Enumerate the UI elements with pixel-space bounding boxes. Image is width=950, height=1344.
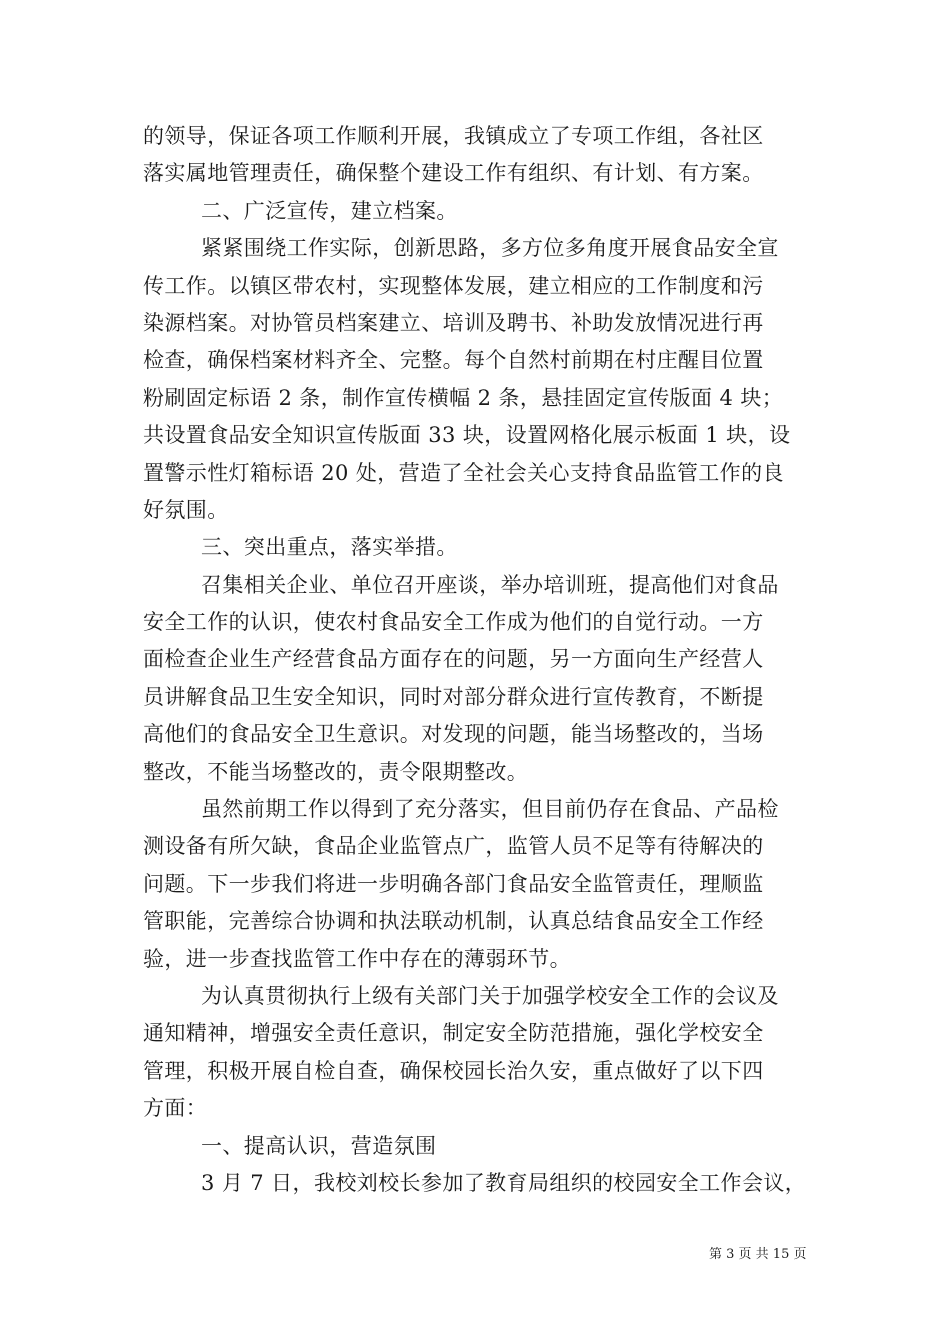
body-line: 传工作。以镇区带农村，实现整体发展，建立相应的工作制度和污: [143, 273, 764, 298]
body-line: 置警示性灯箱标语 20 处，营造了全社会关心支持食品监管工作的良: [143, 460, 784, 485]
body-line: 的领导，保证各项工作顺利开展，我镇成立了专项工作组，各社区: [143, 124, 764, 148]
body-line: 方面：: [143, 1096, 208, 1121]
body-line: 粉刷固定标语 2 条，制作宣传横幅 2 条，悬挂固定宣传版面 4 块；: [143, 385, 784, 410]
body-line: 员讲解食品卫生安全知识，同时对部分群众进行宣传教育，不断提: [143, 684, 764, 709]
paragraph-start: 紧紧围绕工作实际，创新思路，多方位多角度开展食品安全宣: [201, 236, 779, 261]
body-line: 检查，确保档案材料齐全、完整。每个自然村前期在村庄醒目位置: [143, 348, 764, 373]
body-line: 高他们的食品安全卫生意识。对发现的问题，能当场整改的，当场: [143, 722, 764, 747]
body-line: 测设备有所欠缺，食品企业监管点广，监管人员不足等有待解决的: [143, 834, 764, 859]
body-line: 好氛围。: [143, 497, 229, 522]
page-number: 第 3 页 共 15 页: [709, 1247, 807, 1262]
body-line: 验，进一步查找监管工作中存在的薄弱环节。: [143, 946, 571, 971]
body-line: 落实属地管理责任，确保整个建设工作有组织、有计划、有方案。: [143, 161, 764, 186]
paragraph-start: 召集相关企业、单位召开座谈，举办培训班，提高他们对食品: [201, 572, 779, 597]
body-line: 管职能，完善综合协调和执法联动机制，认真总结食品安全工作经: [143, 909, 764, 934]
document-body: [143, 118, 823, 1202]
body-line: 问题。下一步我们将进一步明确各部门食品安全监管责任，理顺监: [143, 871, 764, 896]
body-line: 整改，不能当场整改的，责令限期整改。: [143, 759, 529, 784]
section-heading: 三、突出重点，落实举措。: [201, 535, 458, 560]
section-heading: 一、提高认识，营造氛围: [201, 1133, 437, 1158]
section-heading: 二、广泛宣传，建立档案。: [201, 198, 458, 223]
body-line: 通知精神，增强安全责任意识，制定安全防范措施，强化学校安全: [143, 1021, 764, 1046]
body-line: 染源档案。对协管员档案建立、培训及聘书、补助发放情况进行再: [143, 310, 764, 335]
body-line: 共设置食品安全知识宣传版面 33 块，设置网格化展示板面 1 块，设: [143, 423, 791, 448]
paragraph-start: 3 月 7 日，我校刘校长参加了教育局组织的校园安全工作会议，: [201, 1170, 807, 1195]
body-line: 面检查企业生产经营食品方面存在的问题，另一方面向生产经营人: [143, 647, 764, 672]
body-line: 安全工作的认识，使农村食品安全工作成为他们的自觉行动。一方: [143, 610, 764, 635]
paragraph-start: 为认真贯彻执行上级有关部门关于加强学校安全工作的会议及: [201, 983, 779, 1008]
paragraph-start: 虽然前期工作以得到了充分落实，但目前仍存在食品、产品检: [201, 797, 779, 822]
body-line: 管理，积极开展自检自查，确保校园长治久安，重点做好了以下四: [143, 1058, 764, 1083]
